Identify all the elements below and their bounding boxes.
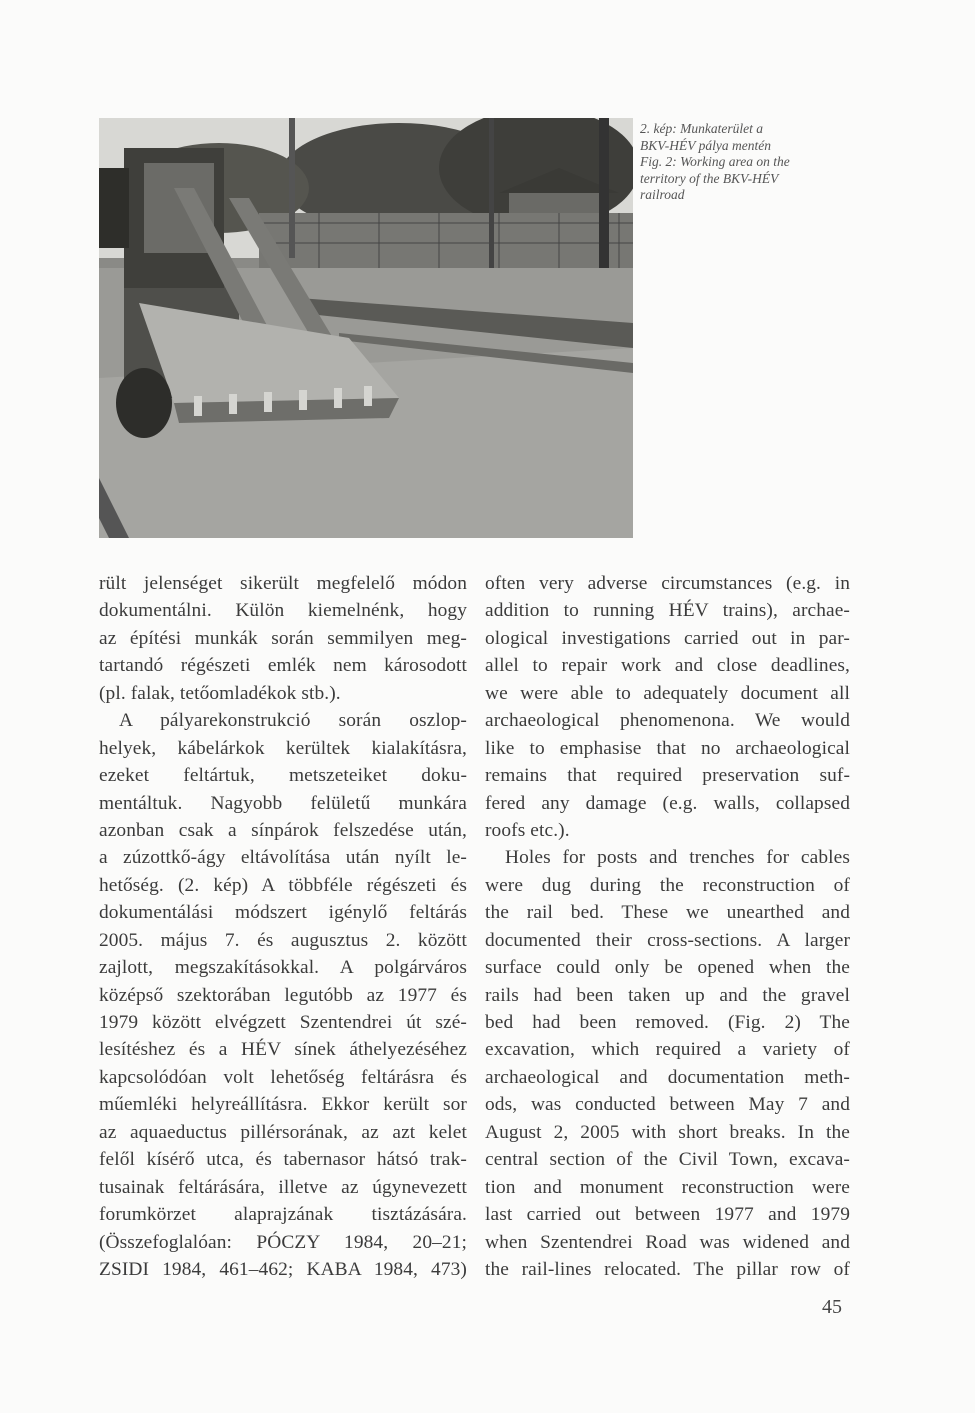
text-line: műemléki helyreállításra. Ekkor került sor xyxy=(99,1094,467,1116)
text-line: the rail-lines relocated. The pillar row of xyxy=(485,1258,850,1280)
left-column-text xyxy=(99,570,467,1283)
text-line: archaeological and documentation meth- xyxy=(485,1066,850,1088)
text-line: fered any damage (e.g. walls, collapsed xyxy=(485,792,850,814)
right-column-text xyxy=(485,570,850,1283)
text-line: the rail bed. These we unearthed and xyxy=(485,902,850,924)
text-line: central section of the Civil Town, excava- xyxy=(485,1149,850,1171)
caption-line: railroad xyxy=(640,187,685,203)
text-line: addition to running HÉV trains), archae- xyxy=(485,600,850,622)
text-line: August 2, 2005 with short breaks. In the xyxy=(485,1121,850,1143)
text-line: ZSIDI 1984, 461–462; KABA 1984, 473) xyxy=(99,1258,467,1280)
text-line: allel to repair work and close deadlines, xyxy=(485,655,850,677)
text-line: rült jelenséget sikerült megfelelő módon xyxy=(99,573,467,594)
caption-line: territory of the BKV-HÉV xyxy=(640,170,779,186)
text-line: azonban csak a sínpárok felszedése után, xyxy=(99,819,467,841)
text-line: mentáltuk. Nagyobb felületű munkára xyxy=(99,792,467,814)
photo-illustration xyxy=(99,118,633,538)
text-line: középső szektorában legutóbb az 1977 és xyxy=(99,984,467,1006)
text-line: dokumentálási módszert igénylő feltárás xyxy=(99,902,467,924)
text-line: Holes for posts and trenches for cables xyxy=(505,847,850,869)
text-line: lesítéshez és a HÉV sínek áthelyezéséhez xyxy=(99,1039,467,1061)
page-number: 45 xyxy=(822,1296,842,1318)
text-line: A pályarekonstrukció során oszlop- xyxy=(119,710,467,732)
text-line: 1979 között elvégzett Szentendrei út szé- xyxy=(99,1012,467,1033)
text-line: (pl. falak, tetőomladékok stb.). xyxy=(99,682,341,704)
figure-photo xyxy=(99,118,633,538)
text-line: bed had been removed. (Fig. 2) The xyxy=(485,1012,850,1033)
text-line: surface could only be opened when the xyxy=(485,957,850,979)
text-line: archaeological phenomenona. We would xyxy=(485,710,850,732)
caption-line: Fig. 2: Working area on the xyxy=(640,154,790,170)
text-line: were dug during the reconstruction of xyxy=(485,874,850,896)
text-line: zajlott, megszakításokkal. A polgárváros xyxy=(99,957,467,979)
figure-caption xyxy=(640,121,810,204)
text-line: tartandó régészeti emlék nem károsodott xyxy=(99,655,467,677)
text-line: last carried out between 1977 and 1979 xyxy=(485,1204,850,1226)
text-line: tion and monument reconstruction were xyxy=(485,1176,850,1198)
text-line: documented their cross-sections. A larger xyxy=(485,929,850,951)
text-line: kapcsolódóan volt lehetőség feltárásra és xyxy=(99,1066,467,1088)
text-line: (Összefoglalóan: PÓCZY 1984, 20–21; xyxy=(99,1231,467,1253)
text-line: often very adverse circumstances (e.g. in xyxy=(485,573,850,594)
text-line: we were able to adequately document all xyxy=(485,682,850,704)
text-line: a zúzottkő-ágy eltávolítása után nyílt le- xyxy=(99,847,467,869)
text-line: ezeket feltártuk, metszeteiket doku- xyxy=(99,765,467,787)
text-line: dokumentálni. Külön kiemelnénk, hogy xyxy=(99,600,467,622)
text-line: az építési munkák során semmilyen meg- xyxy=(99,627,467,649)
text-line: remains that required preservation suf- xyxy=(485,765,850,787)
text-line: hetőség. (2. kép) A többféle régészeti és xyxy=(99,874,467,896)
text-line: helyek, kábelárkok kerültek kialakításra, xyxy=(99,737,467,759)
text-line: excavation, which required a variety of xyxy=(485,1039,850,1061)
text-line: forumkörzet alaprajzának tisztázására. xyxy=(99,1204,467,1226)
text-line: rails had been taken up and the gravel xyxy=(485,984,850,1006)
text-line: 2005. május 7. és augusztus 2. között xyxy=(99,929,467,951)
text-line: roofs etc.). xyxy=(485,819,570,841)
text-line: tusainak feltárására, illetve az úgynevezett xyxy=(99,1176,467,1198)
text-line: when Szentendrei Road was widened and xyxy=(485,1231,850,1253)
text-line: az aquaeductus pillérsorának, az azt kelet xyxy=(99,1121,467,1143)
caption-line: BKV-HÉV pálya mentén xyxy=(640,137,771,153)
text-line: ods, was conducted between May 7 and xyxy=(485,1094,850,1116)
text-line: like to emphasise that no archaeological xyxy=(485,737,850,759)
caption-line: 2. kép: Munkaterület a xyxy=(640,121,763,136)
text-line: felől kísérő utca, és tabernasor hátsó trak- xyxy=(99,1149,467,1171)
text-line: ological investigations carried out in par- xyxy=(485,627,850,649)
